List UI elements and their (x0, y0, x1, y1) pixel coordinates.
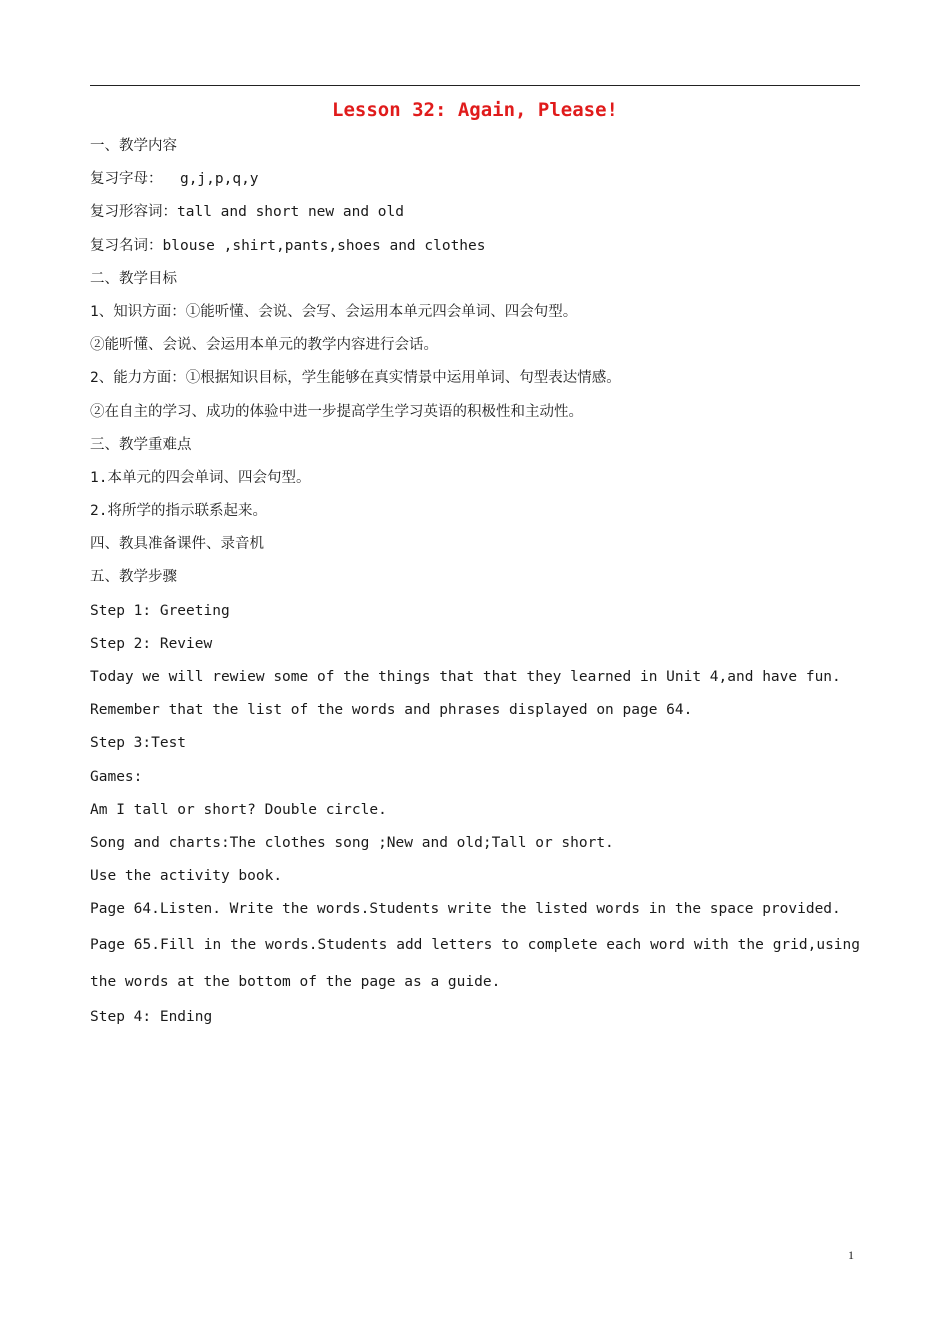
review-text-1: Today we will rewiew some of the things that that they learned in Unit 4,and have fun. (90, 669, 841, 685)
header-rule (90, 85, 860, 86)
page-65-activity: Page 65.Fill in the words.Students add letters to complete each word with the grid,using the words at the bottom of the page as a guide. (90, 936, 860, 990)
goal-ability: 2、能力方面：①根据知识目标，学生能够在真实情景中运用单词、句型表达情感。 (90, 370, 621, 387)
game-1: Am I tall or short? Double circle. (90, 801, 387, 818)
goal-knowledge: 1、知识方面：①能听懂、会说、会写、会运用本单元四会单词、四会句型。 (90, 303, 578, 320)
review-letters: 复习字母： g,j,p,q,y (90, 171, 259, 188)
step-3: Step 3:Test (90, 735, 187, 752)
key-point-1: 1.本单元的四会单词、四会句型。 (90, 469, 311, 486)
songs-and-charts: Song and charts:The clothes song ;New and old;Tall or short. (90, 834, 614, 851)
games-label: Games: (90, 768, 143, 785)
section-heading-goals: 二、教学目标 (90, 270, 177, 287)
page-64-activity: Page 64.Listen. Write the words.Students write the listed words in the space provided. (90, 901, 841, 918)
step-2: Step 2: Review (90, 635, 213, 652)
review-nouns: 复习名词：blouse ,shirt,pants,shoes and clothes (90, 237, 486, 254)
goal-knowledge-2: ②能听懂、会说、会运用本单元的教学内容进行会话。 (90, 337, 438, 354)
review-adjectives: 复习形容词：tall and short new and old (90, 204, 404, 221)
activity-book: Use the activity book. (90, 868, 283, 885)
document-body (90, 130, 860, 1034)
page-title: Lesson 32: Again, Please! (332, 99, 618, 121)
page-number: 1 (848, 1248, 854, 1262)
section-heading-materials: 四、教具准备课件、录音机 (90, 536, 264, 553)
step-4: Step 4: Ending (90, 1008, 213, 1025)
key-point-2: 2.将所学的指示联系起来。 (90, 503, 267, 520)
section-heading-steps: 五、教学步骤 (90, 569, 177, 586)
step-1: Step 1: Greeting (90, 602, 230, 619)
review-text-2: Remember that the list of the words and phrases displayed on page 64. (90, 702, 693, 719)
goal-ability-2: ②在自主的学习、成功的体验中进一步提高学生学习英语的积极性和主动性。 (90, 403, 583, 420)
section-heading-content: 一、教学内容 (90, 138, 177, 154)
section-heading-key-points: 三、教学重难点 (90, 436, 192, 453)
